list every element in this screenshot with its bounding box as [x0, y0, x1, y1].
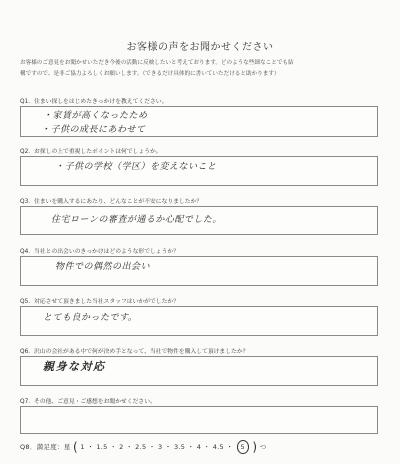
- question-2: Q2．お探しの上で重視したポイントは何でしょうか。: [20, 149, 162, 155]
- question-7: Q7．その他、ご意見・ご感想をお聞かせください。: [20, 399, 156, 405]
- scale-option-3: 3: [157, 443, 163, 451]
- scale-option-1-5: 1.5: [96, 443, 108, 451]
- answer-3-line-1: 住宅ローンの審査が通るか心配でした。: [51, 215, 222, 225]
- question-1: Q1．住まい探しをはじめたきっかけを教えてください。: [20, 99, 168, 105]
- answer-6-line-1: 親身な対応: [43, 360, 106, 373]
- answer-box-3: [20, 206, 378, 235]
- answer-box-1: [20, 106, 378, 137]
- intro-text: [20, 58, 384, 80]
- question-3: Q3．住まいを購入するにあたり、どんなことが不安になりましたか？: [20, 199, 203, 205]
- answer-5-line-1: とても良かったです。: [43, 313, 138, 323]
- satisfaction-scale: Q8．満足度：星 ( 1 ・ 1.5 ・ 2 ・ 2.5 ・ 3 ・ 3.5 ・ 4 ・ 4.5 ・ 5 ) つ: [20, 440, 267, 454]
- answer-box-5: [20, 306, 378, 336]
- answer-box-2: [20, 156, 378, 186]
- scale-option-3-5: 3.5: [173, 443, 186, 451]
- answer-1-line-2: ・子供の成長にあわせて: [41, 125, 146, 135]
- scale-unit: つ: [259, 443, 267, 451]
- scale-close-paren: ): [252, 440, 258, 454]
- scale-option-4-5: 4.5: [212, 443, 224, 451]
- answer-box-6: [20, 356, 378, 386]
- question-6: Q6．沢山の会社がある中で何が決め手となって、当社で物件を購入して頂けましたか？: [20, 349, 249, 355]
- answer-1-line-1: ・家賃が高くなったため: [43, 111, 148, 121]
- page-title: お客様の声をお聞かせください: [126, 42, 274, 53]
- answer-box-4: [20, 256, 378, 286]
- question-4: Q4．当社との出会いのきっかけはどのような形でしょうか？: [20, 249, 179, 255]
- scale-option-2: 2: [119, 443, 124, 451]
- intro-line-2: 構ですので、是非ご協力よろしくお願いします。（できるだけ具体的に書いていただけると助かります）: [20, 71, 280, 77]
- scale-option-2-5: 2.5: [135, 443, 147, 451]
- scale-option-1: 1: [80, 443, 85, 451]
- intro-line-1: お客様のご意見をお聞かせいただき今後の活動に反映したいと考えております。どのような些細なことでも結: [20, 60, 294, 66]
- question-5: Q5．対応させて頂きました当社スタッフはいかがでしたか？: [20, 299, 179, 305]
- answer-box-7: [20, 406, 378, 434]
- scale-option-5-selected: 5: [237, 440, 249, 454]
- scale-option-4: 4: [196, 443, 202, 451]
- answer-4-line-1: 物件での偶然の出会い: [55, 262, 151, 272]
- answer-2-line-1: ・子供の学校（学区）を変えないこと: [55, 162, 217, 172]
- question-8-label: Q8．満足度：星: [20, 443, 71, 451]
- scale-open-paren: (: [73, 440, 79, 454]
